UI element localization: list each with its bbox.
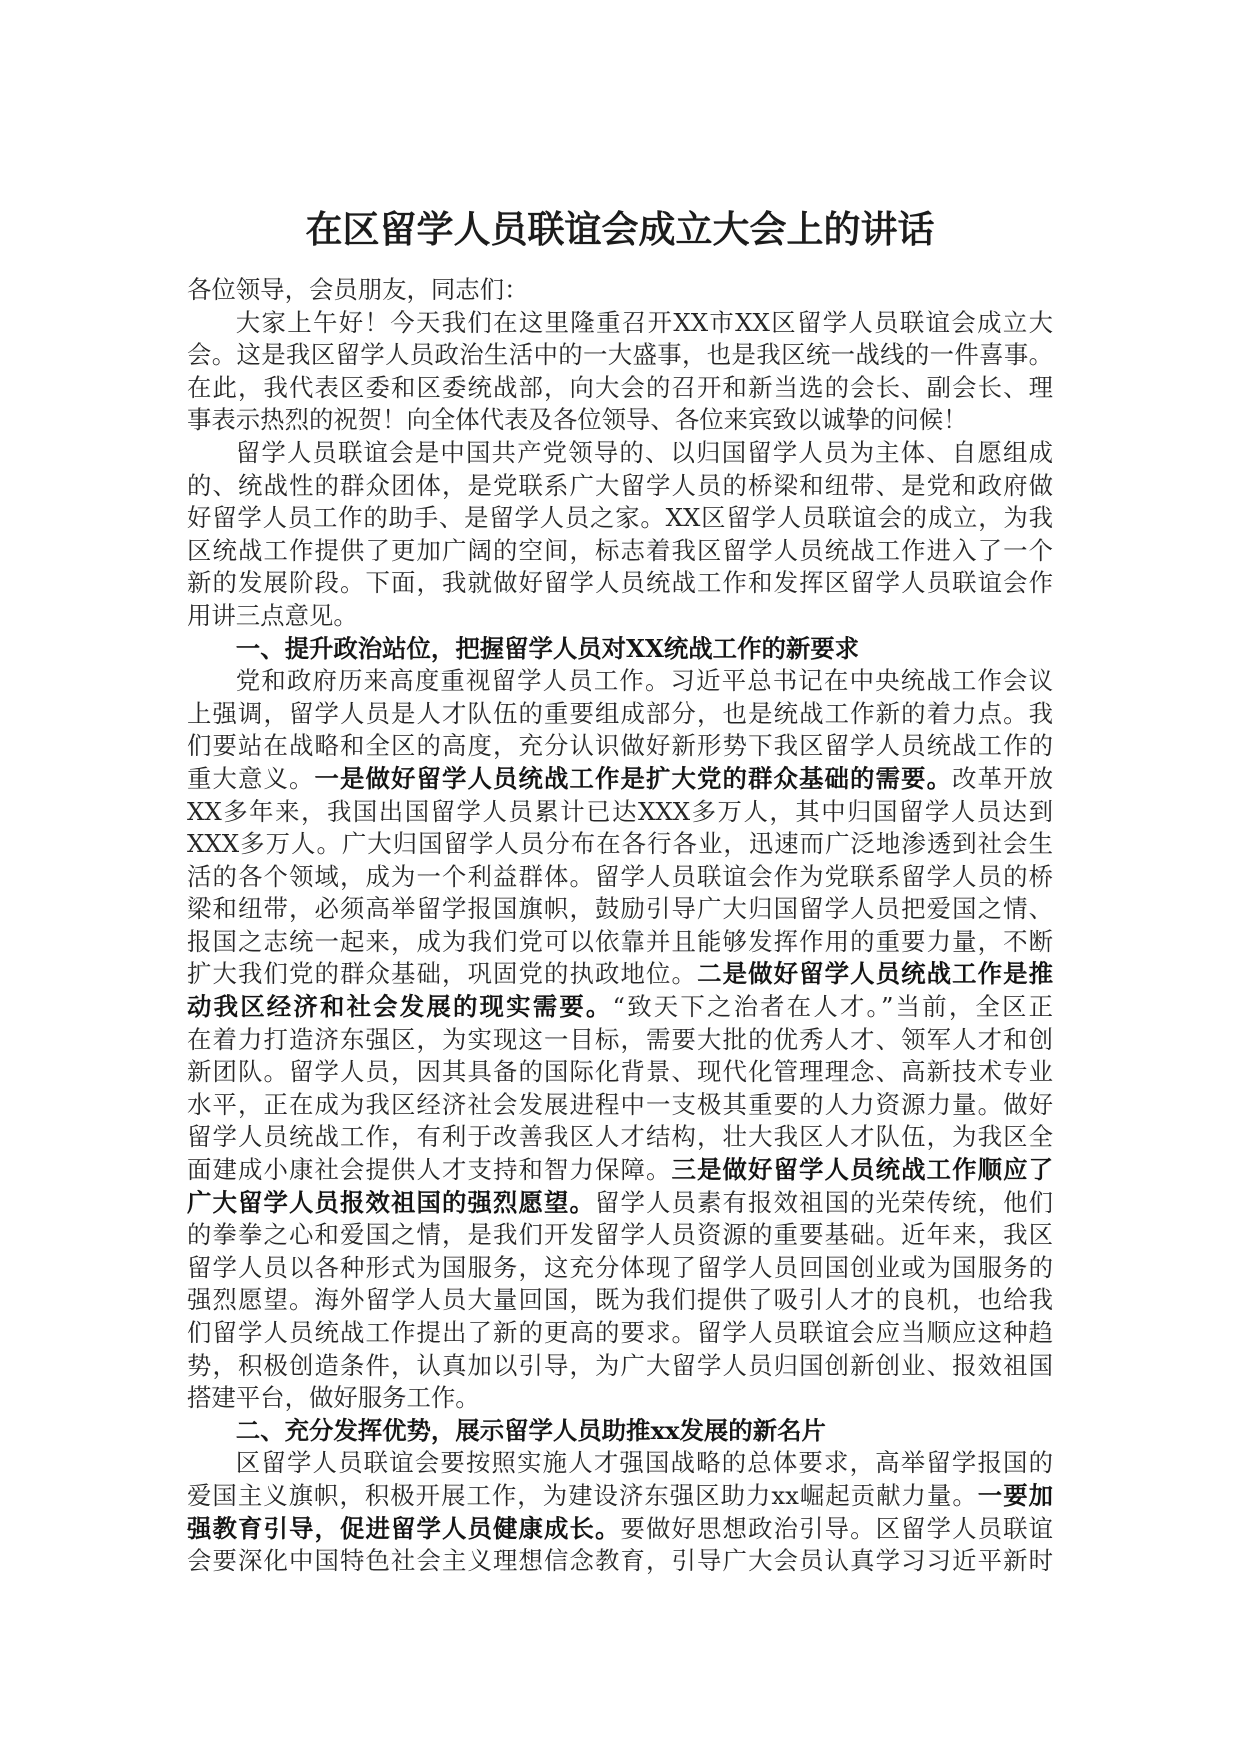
paragraph — [187, 437, 1053, 633]
text-line — [187, 339, 1053, 372]
text-line — [187, 1447, 1053, 1480]
text-line — [187, 1024, 1053, 1057]
text-run: 新的发展阶段。下面，我就做好留学人员统战工作和发挥区留学人员联谊会作 — [187, 568, 1053, 598]
text-run: 搭建平台，做好服务工作。 — [187, 1383, 480, 1413]
text-line — [187, 1545, 1053, 1578]
text-run: 势，积极创造条件，认真加以引导，为广大留学人员归国创新创业、报效祖国 — [187, 1350, 1053, 1380]
text-line — [187, 1154, 1053, 1187]
paragraph — [187, 1447, 1053, 1577]
text-run: 好留学人员工作的助手、是留学人员之家。XX区留学人员联谊会的成立，为我 — [187, 503, 1053, 533]
text-run: 在此，我代表区委和区委统战部，向大会的召开和新当选的会长、副会长、理 — [187, 372, 1053, 402]
text-line — [187, 1252, 1053, 1285]
text-run: 重大意义。 — [187, 763, 315, 793]
text-run: 梁和纽带，必须高举留学报国旗帜，鼓励引导广大归国留学人员把爱国之情、 — [187, 894, 1053, 924]
text-line — [187, 1317, 1053, 1350]
text-run: XX多年来，我国出国留学人员累计已达XXX多万人，其中归国留学人员达到 — [187, 796, 1053, 826]
salutation — [187, 274, 1053, 307]
text-line — [187, 437, 1053, 470]
section-heading — [187, 633, 1053, 666]
text-line — [187, 274, 1053, 307]
text-line — [187, 730, 1053, 763]
text-run: 二、充分发挥优势，展示留学人员助推xx发展的新名片 — [235, 1415, 826, 1445]
text-run: 事表示热烈的祝贺！向全体代表及各位领导、各位来宾致以诚挚的问候！ — [187, 405, 968, 435]
text-run: 活的各个领域，成为一个利益群体。留学人员联谊会作为党联系留学人员的桥 — [187, 861, 1053, 891]
text-line — [187, 1187, 1053, 1220]
text-run: 一、提升政治站位，把握留学人员对XX统战工作的新要求 — [235, 633, 860, 663]
document-title: 在区留学人员联谊会成立大会上的讲话 — [305, 207, 935, 251]
text-line — [187, 926, 1053, 959]
text-line — [187, 665, 1053, 698]
text-run: 用讲三点意见。 — [187, 600, 358, 630]
text-run: 面建成小康社会提供人才支持和智力保障。 — [187, 1155, 672, 1185]
bold-text-run: 三是做好留学人员统战工作顺应了 — [671, 1155, 1053, 1185]
paragraph — [187, 665, 1053, 1415]
text-run: XXX多万人。广大归国留学人员分布在各行各业，迅速而广泛地渗透到社会生 — [187, 829, 1053, 859]
text-line — [187, 893, 1053, 926]
text-line — [187, 698, 1053, 731]
text-run: 在着力打造济东强区，为实现这一目标，需要大批的优秀人才、领军人才和创 — [187, 1024, 1053, 1054]
text-run: 留学人员联谊会是中国共产党领导的、以归国留学人员为主体、自愿组成 — [235, 437, 1053, 467]
text-run: 区留学人员联谊会要按照实施人才强国战略的总体要求，高举留学报国的 — [235, 1448, 1053, 1478]
text-run: 留学人员素有报效祖国的光荣传统，他们 — [595, 1187, 1053, 1217]
text-run: 会。这是我区留学人员政治生活中的一大盛事，也是我区统一战线的一件喜事。 — [187, 340, 1053, 370]
bold-text-run: 二是做好留学人员统战工作是推 — [697, 959, 1053, 989]
text-line — [187, 470, 1053, 503]
text-run: 水平，正在成为我区经济社会发展进程中一支极其重要的人力资源力量。做好 — [187, 1089, 1053, 1119]
text-run: 会要深化中国特色社会主义理想信念教育，引导广大会员认真学习习近平新时 — [187, 1546, 1053, 1576]
bold-text-run: 广大留学人员报效祖国的强烈愿望。 — [187, 1187, 596, 1217]
text-run: 的拳拳之心和爱国之情，是我们开发留学人员资源的重要基础。近年来，我区 — [187, 1220, 1053, 1250]
text-run: 党和政府历来高度重视留学人员工作。习近平总书记在中央统战工作会议 — [235, 666, 1053, 696]
text-line — [187, 1415, 1053, 1448]
text-run: 爱国主义旗帜，积极开展工作，为建设济东强区助力xx崛起贡献力量。 — [187, 1480, 978, 1510]
text-line — [187, 1350, 1053, 1383]
text-line — [187, 1513, 1053, 1546]
text-run: 改革开放 — [952, 763, 1053, 793]
text-line — [187, 1121, 1053, 1154]
text-run: 区统战工作提供了更加广阔的空间，标志着我区留学人员统战工作进入了一个 — [187, 535, 1053, 565]
section-heading — [187, 1415, 1053, 1448]
text-line — [187, 1219, 1053, 1252]
text-line — [187, 1382, 1053, 1415]
text-line — [187, 991, 1053, 1024]
document-body — [187, 274, 1053, 1578]
text-run: 强烈愿望。海外留学人员大量回国，既为我们提供了吸引人才的良机，也给我 — [187, 1285, 1053, 1315]
text-run: 新团队。留学人员，因其具备的国际化背景、现代化管理理念、高新技术专业 — [187, 1057, 1053, 1087]
text-run: 各位领导，会员朋友，同志们： — [187, 275, 529, 304]
text-run: 们要站在战略和全区的高度，充分认识做好新形势下我区留学人员统战工作的 — [187, 731, 1053, 761]
text-run: 的、统战性的群众团体，是党联系广大留学人员的桥梁和纽带、是党和政府做 — [187, 470, 1053, 500]
text-line — [187, 1089, 1053, 1122]
text-line — [187, 1056, 1053, 1089]
text-line — [187, 828, 1053, 861]
text-line — [187, 600, 1053, 633]
text-line — [187, 1480, 1053, 1513]
text-run: 上强调，留学人员是人才队伍的重要组成部分，也是统战工作新的着力点。我 — [187, 698, 1053, 728]
text-line — [187, 502, 1053, 535]
text-line — [187, 861, 1053, 894]
text-run: 留学人员以各种形式为国服务，这充分体现了留学人员回国创业或为国服务的 — [187, 1252, 1053, 1282]
text-run: 留学人员统战工作，有利于改善我区人才结构，壮大我区人才队伍，为我区全 — [187, 1122, 1053, 1152]
text-run: 报国之志统一起来，成为我们党可以依靠并且能够发挥作用的重要力量，不断 — [187, 926, 1053, 956]
text-line — [187, 535, 1053, 568]
text-line — [187, 796, 1053, 829]
text-line — [187, 307, 1053, 340]
text-line — [187, 404, 1053, 437]
text-line — [187, 567, 1053, 600]
paragraph — [187, 307, 1053, 437]
text-run: 要做好思想政治引导。区留学人员联谊 — [620, 1513, 1053, 1543]
bold-text-run: 动我区经济和社会发展的现实需要。 — [187, 992, 613, 1022]
text-line — [187, 372, 1053, 405]
text-line — [187, 958, 1053, 991]
text-run: 大家上午好！今天我们在这里隆重召开XX市XX区留学人员联谊会成立大 — [235, 307, 1053, 337]
text-run: 们留学人员统战工作提出了新的更高的要求。留学人员联谊会应当顺应这种趋 — [187, 1318, 1053, 1347]
bold-text-run: 强教育引导，促进留学人员健康成长。 — [187, 1513, 621, 1543]
bold-text-run: 一是做好留学人员统战工作是扩大党的群众基础的需要。 — [314, 763, 953, 793]
text-line — [187, 763, 1053, 796]
text-line — [187, 633, 1053, 666]
text-line — [187, 1284, 1053, 1317]
bold-text-run: 一要加 — [977, 1480, 1053, 1510]
text-run: 扩大我们党的群众基础，巩固党的执政地位。 — [187, 959, 698, 989]
text-run: “致天下之治者在人才。”当前，全区正 — [612, 992, 1053, 1022]
